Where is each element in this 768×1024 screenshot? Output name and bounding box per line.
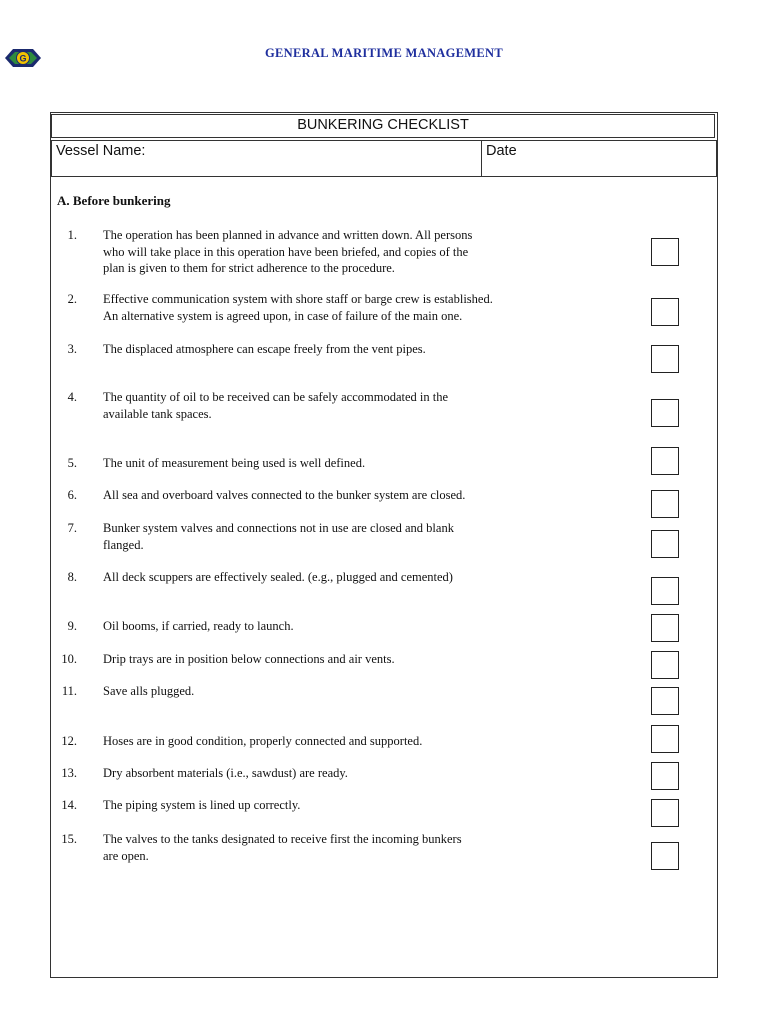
item-number: 9.: [67, 619, 77, 633]
item-checkbox[interactable]: [651, 687, 679, 715]
item-number: 1.: [67, 228, 77, 242]
item-checkbox[interactable]: [651, 238, 679, 266]
vessel-name-label: Vessel Name:: [56, 143, 146, 159]
item-checkbox[interactable]: [651, 490, 679, 518]
item-number: 8.: [67, 570, 77, 584]
item-number: 2.: [67, 292, 77, 306]
item-text: The valves to the tanks designated to receive first the incoming bunkers are open.: [103, 832, 462, 863]
item-text: Hoses are in good condition, properly connected and supported.: [103, 734, 423, 748]
item-checkbox[interactable]: [651, 530, 679, 558]
item-text: The quantity of oil to be received can be safely accommodated in the available tank spaces.: [103, 390, 449, 421]
item-number: 15.: [61, 832, 77, 846]
item-text: Drip trays are in position below connections and air vents.: [103, 652, 395, 666]
item-text: The operation has been planned in advance and written down. All persons who will take place in this operation have been briefed, and copies of the plan is given to them for strict adherence to the procedure.: [103, 228, 473, 275]
item-number: 13.: [61, 766, 77, 780]
item-checkbox[interactable]: [651, 614, 679, 642]
form-title: BUNKERING CHECKLIST: [51, 114, 715, 138]
item-number: 5.: [67, 456, 77, 470]
item-number: 10.: [61, 652, 77, 666]
item-text: All deck scuppers are effectively sealed. (e.g., plugged and cemented): [103, 570, 453, 584]
item-text: The displaced atmosphere can escape freely from the vent pipes.: [103, 342, 426, 356]
item-text: Save alls plugged.: [103, 684, 195, 698]
item-checkbox[interactable]: [651, 298, 679, 326]
svg-text:G: G: [19, 53, 27, 64]
item-checkbox[interactable]: [651, 447, 679, 475]
item-number: 7.: [67, 521, 77, 535]
company-name: GENERAL MARITIME MANAGEMENT: [265, 46, 503, 60]
row-divider: [481, 141, 482, 177]
item-checkbox[interactable]: [651, 399, 679, 427]
item-checkbox[interactable]: [651, 577, 679, 605]
item-number: 14.: [61, 798, 77, 812]
item-text: Bunker system valves and connections not in use are closed and blank flanged.: [103, 521, 454, 552]
item-number: 12.: [61, 734, 77, 748]
item-checkbox[interactable]: [651, 762, 679, 790]
item-number: 4.: [67, 390, 77, 404]
item-text: Effective communication system with shore staff or barge crew is established. An alternative system is agreed upon, in case of failure of the main one.: [103, 292, 493, 323]
item-checkbox[interactable]: [651, 651, 679, 679]
item-text: Oil booms, if carried, ready to launch.: [103, 619, 294, 633]
item-number: 11.: [61, 684, 77, 698]
item-text: The piping system is lined up correctly.: [103, 798, 301, 812]
section-title: A. Before bunkering: [57, 193, 171, 208]
item-checkbox[interactable]: [651, 799, 679, 827]
item-checkbox[interactable]: [651, 725, 679, 753]
item-text: All sea and overboard valves connected to the bunker system are closed.: [103, 488, 466, 502]
item-checkbox[interactable]: [651, 842, 679, 870]
date-label: Date: [486, 143, 517, 159]
item-text: Dry absorbent materials (i.e., sawdust) are ready.: [103, 766, 348, 780]
item-checkbox[interactable]: [651, 345, 679, 373]
vessel-date-row: [51, 140, 717, 177]
item-number: 6.: [67, 488, 77, 502]
item-text: The unit of measurement being used is well defined.: [103, 456, 366, 470]
item-number: 3.: [67, 342, 77, 356]
